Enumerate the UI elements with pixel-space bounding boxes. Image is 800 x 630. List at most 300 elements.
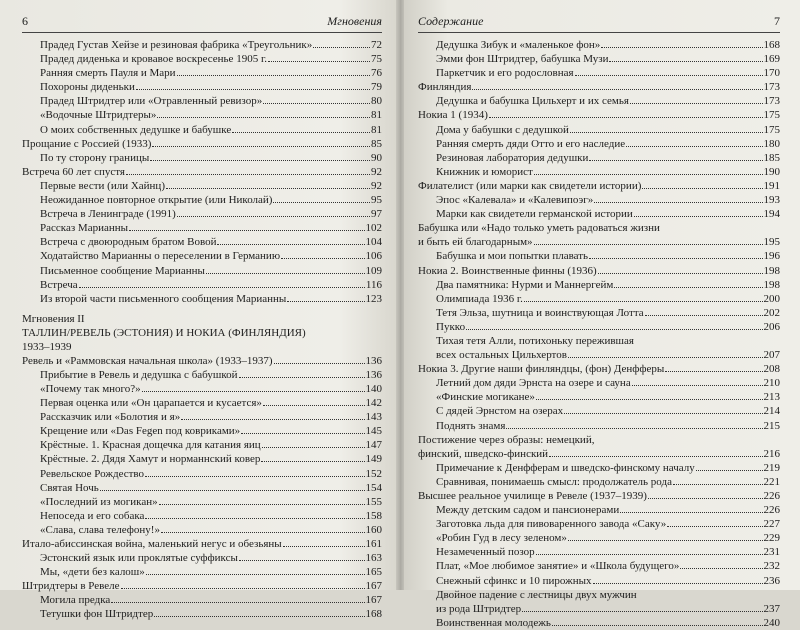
toc-entry — [418, 66, 780, 80]
toc-leader-dots — [589, 258, 762, 259]
toc-leader-dots — [273, 202, 370, 203]
toc-entry-title: Плат, «Мое любимое занятие» и «Школа будущего» — [436, 560, 680, 573]
toc-entry-title: Летний дом дяди Эрнста на озере и сауна — [436, 377, 631, 390]
right-page — [400, 0, 800, 629]
toc-entry-title: О моих собственных дедушке и бабушке — [40, 123, 232, 136]
toc-entry — [418, 348, 780, 362]
toc-leader-dots — [166, 188, 370, 189]
toc-entry-title: Книжник и юморист — [436, 165, 533, 178]
toc-entry — [22, 410, 382, 424]
toc-entry-page: 208 — [763, 363, 780, 376]
toc-entry — [418, 376, 780, 390]
toc-entry-page: 226 — [763, 504, 780, 517]
toc-entry-page: 191 — [763, 179, 780, 192]
toc-entry-title: Сравнивая, понимаешь смысл: продолжатель рода — [436, 475, 672, 488]
toc-entry — [418, 221, 780, 235]
toc-leader-dots — [177, 216, 370, 217]
toc-entry-page: 95 — [371, 194, 382, 207]
toc-leader-dots — [575, 75, 763, 76]
toc-leader-dots — [111, 602, 364, 603]
toc-leader-dots — [534, 174, 763, 175]
toc-entry-page: 200 — [763, 292, 780, 305]
toc-entry-page: 81 — [371, 123, 382, 136]
toc-entry-title: Олимпиада 1936 г. — [436, 292, 523, 305]
toc-entry — [418, 80, 780, 94]
toc-entry-page: 193 — [763, 194, 780, 207]
toc-leader-dots — [146, 574, 365, 575]
toc-leader-dots — [632, 385, 763, 386]
toc-entry — [22, 396, 382, 410]
toc-entry — [418, 419, 780, 433]
toc-leader-dots — [667, 526, 762, 527]
toc-entry-page: 81 — [371, 109, 382, 122]
section-label: Мгновения II — [22, 312, 85, 325]
toc-entry — [22, 193, 382, 207]
toc-entry-title: Эстонский язык или проклятые суффиксы — [40, 552, 238, 565]
toc-leader-dots — [145, 518, 364, 519]
toc-leader-dots — [589, 160, 762, 161]
toc-entry-title: «Водочные Штридтеры» — [40, 109, 157, 122]
toc-entry — [22, 551, 382, 565]
toc-entry-title: Прадед Густав Хейзе и резиновая фабрика «Треугольник» — [40, 39, 313, 51]
toc-entry — [418, 531, 780, 545]
toc-entry-title: из рода Штридтер — [436, 602, 522, 615]
right-toc — [418, 38, 780, 630]
toc-entry — [418, 278, 780, 292]
toc-entry-title: Могила предка — [40, 594, 111, 607]
toc-entry-title: Финляндия — [418, 81, 472, 94]
toc-entry — [22, 523, 382, 537]
toc-entry — [22, 264, 382, 278]
toc-entry-title: всех остальных Цильхертов — [436, 349, 567, 362]
toc-entry — [418, 292, 780, 306]
toc-leader-dots — [522, 611, 762, 612]
toc-entry — [418, 602, 780, 616]
toc-entry-page: 140 — [365, 382, 382, 395]
toc-entry — [22, 579, 382, 593]
toc-entry — [418, 179, 780, 193]
toc-entry-page: 149 — [365, 453, 382, 466]
toc-entry — [418, 193, 780, 207]
toc-entry-page: 109 — [365, 264, 382, 277]
toc-entry — [22, 151, 382, 165]
toc-entry-page: 173 — [763, 81, 780, 94]
toc-entry-title: Встреча — [40, 278, 78, 291]
toc-entry-title: Тихая тетя Алли, потихоньку пережившая — [436, 334, 634, 347]
toc-entry-page: 154 — [365, 481, 382, 494]
toc-entry-page: 214 — [763, 405, 780, 418]
toc-entry-title: Поднять знамя — [436, 419, 506, 432]
toc-entry-page: 194 — [763, 208, 780, 221]
toc-entry — [22, 495, 382, 509]
toc-entry-title: Снежный сфинкс и 10 пирожных — [436, 574, 592, 587]
toc-entry — [22, 94, 382, 108]
toc-leader-dots — [466, 329, 762, 330]
toc-entry-page: 213 — [763, 391, 780, 404]
toc-entry-title: «Финские могикане» — [436, 391, 535, 404]
toc-entry — [418, 249, 780, 263]
toc-entry-title: Дедушка Зибук и «маленькое фон» — [436, 39, 601, 51]
toc-entry — [22, 278, 382, 292]
toc-entry-title: Высшее реальное училище в Ревеле (1937–1939) — [418, 490, 647, 502]
toc-entry-title: Святая Ночь — [40, 481, 99, 494]
toc-entry — [418, 38, 780, 52]
toc-entry — [418, 503, 780, 517]
toc-leader-dots — [239, 377, 365, 378]
toc-entry-title: Резиновая лаборатория дедушки — [436, 151, 589, 164]
toc-entry — [418, 461, 780, 475]
toc-entry — [418, 334, 780, 348]
toc-entry-page: 136 — [365, 354, 382, 367]
toc-entry-title: Крёстные. 1. Красная дощечка для катания яиц — [40, 439, 261, 452]
toc-leader-dots — [506, 428, 762, 429]
toc-leader-dots — [696, 470, 763, 471]
toc-leader-dots — [593, 583, 763, 584]
toc-leader-dots — [614, 287, 762, 288]
toc-leader-dots — [274, 363, 365, 364]
toc-entry-title: Тетушки фон Штридтер — [40, 608, 154, 621]
toc-entry — [418, 108, 780, 122]
toc-leader-dots — [177, 75, 370, 76]
right-page-number: 7 — [774, 14, 780, 28]
toc-entry-page: 227 — [763, 518, 780, 531]
toc-entry-title: Тетя Эльза, шутница и воинствующая Лотта — [436, 306, 644, 319]
right-page-header — [418, 14, 780, 33]
toc-entry-page: 175 — [763, 123, 780, 136]
toc-entry-page: 226 — [763, 490, 780, 502]
toc-entry-page: 85 — [371, 137, 382, 150]
left-page-header — [22, 14, 382, 33]
toc-entry — [418, 306, 780, 320]
toc-entry-title: С дядей Эрнстом на озерах — [436, 405, 564, 418]
right-running-title: Содержание — [418, 14, 484, 28]
toc-leader-dots — [142, 391, 365, 392]
toc-leader-dots — [620, 512, 762, 513]
toc-leader-dots — [645, 315, 763, 316]
toc-entry-title: Постижение через образы: немецкий, — [418, 433, 595, 446]
section-header — [22, 312, 382, 354]
toc-leader-dots — [241, 433, 364, 434]
toc-entry-page: 206 — [763, 320, 780, 333]
toc-entry-title: Незамеченный позор — [436, 546, 535, 559]
toc-leader-dots — [313, 47, 370, 48]
toc-entry-page: 229 — [763, 532, 780, 545]
toc-entry — [22, 537, 382, 551]
section-years: 1933–1939 — [22, 340, 72, 353]
toc-entry-title: Два памятника: Нурми и Маннергейм — [436, 278, 614, 291]
toc-entry-page: 196 — [763, 250, 780, 263]
toc-entry-title: Прадед Штридтер или «Отравленный ревизор» — [40, 95, 263, 108]
toc-leader-dots — [121, 588, 365, 589]
toc-leader-dots — [152, 146, 370, 147]
toc-entry-page: 202 — [763, 306, 780, 319]
toc-entry-title: Прибытие в Ревель и дедушка с бабушкой — [40, 368, 238, 381]
toc-entry-page: 106 — [365, 250, 382, 263]
toc-leader-dots — [536, 399, 763, 400]
toc-entry — [418, 616, 780, 630]
toc-entry-page: 173 — [763, 95, 780, 108]
toc-entry — [418, 390, 780, 404]
toc-entry-title: Прадед диденька и кровавое воскресенье 1905 г. — [40, 53, 267, 66]
toc-entry-title: «Последний из могикан» — [40, 495, 158, 508]
toc-entry-page: 195 — [763, 236, 780, 249]
toc-leader-dots — [154, 616, 364, 617]
toc-leader-dots — [552, 625, 763, 626]
toc-entry — [418, 559, 780, 573]
toc-entry — [418, 320, 780, 334]
toc-entry-page: 165 — [365, 566, 382, 579]
toc-entry — [418, 362, 780, 376]
toc-entry-page: 167 — [365, 580, 382, 593]
toc-entry — [418, 165, 780, 179]
toc-entry — [418, 123, 780, 137]
toc-entry-page: 145 — [365, 425, 382, 438]
toc-entry-title: «Робин Гуд в лесу зеленом» — [436, 532, 567, 545]
toc-entry-title: Ревель и «Раммовская начальная школа» (1933–1937) — [22, 354, 273, 367]
toc-entry-page: 123 — [365, 292, 382, 305]
toc-entry-page: 240 — [763, 616, 780, 629]
toc-leader-dots — [524, 301, 763, 302]
toc-entry — [22, 452, 382, 466]
toc-leader-dots — [263, 103, 370, 104]
toc-entry-page: 160 — [365, 523, 382, 536]
toc-entry-title: Нокиа 3. Другие наши финляндцы, (фон) Денфферы — [418, 363, 665, 376]
toc-entry — [418, 489, 780, 503]
toc-leader-dots — [472, 89, 762, 90]
toc-entry-page: 90 — [371, 151, 382, 164]
toc-entry — [22, 424, 382, 438]
toc-leader-dots — [601, 47, 762, 48]
toc-entry-title: Дедушка и бабушка Цильхерт и их семья — [436, 95, 629, 108]
toc-entry-title: финский, шведско-финский — [418, 447, 549, 460]
toc-entry-title: Похороны диденьки — [40, 81, 135, 94]
toc-leader-dots — [680, 568, 762, 569]
toc-entry-page: 92 — [371, 165, 382, 178]
toc-entry-title: Рассказчик или «Болотия и я» — [40, 411, 181, 424]
toc-leader-dots — [283, 546, 365, 547]
toc-entry-page: 221 — [763, 475, 780, 488]
toc-entry-page: 185 — [763, 151, 780, 164]
toc-leader-dots — [648, 498, 763, 499]
toc-entry-title: Из второй части письменного сообщения Марианны — [40, 292, 287, 305]
toc-entry-title: Первые вести (или Хайнц) — [40, 179, 165, 192]
toc-leader-dots — [570, 132, 763, 133]
toc-entry-page: 167 — [365, 594, 382, 607]
left-page-number: 6 — [22, 14, 28, 28]
toc-entry-page: 175 — [763, 109, 780, 122]
toc-entry-title: Штридтеры в Ревеле — [22, 580, 120, 593]
toc-entry — [22, 593, 382, 607]
toc-leader-dots — [206, 273, 365, 274]
toc-entry — [418, 475, 780, 489]
toc-entry — [22, 207, 382, 221]
toc-entry-title: По ту сторону границы — [40, 151, 150, 164]
toc-entry-page: 207 — [763, 349, 780, 362]
toc-entry-page: 232 — [763, 560, 780, 573]
toc-entry-page: 168 — [763, 39, 780, 51]
toc-entry — [22, 80, 382, 94]
toc-entry-title: Нокиа 2. Воинственные финны (1936) — [418, 264, 597, 277]
toc-entry — [22, 108, 382, 122]
toc-entry — [22, 137, 382, 151]
toc-entry-title: Письменное сообщение Марианны — [40, 264, 205, 277]
toc-leader-dots — [489, 117, 763, 118]
toc-entry — [22, 509, 382, 523]
toc-leader-dots — [568, 540, 763, 541]
toc-leader-dots — [145, 476, 364, 477]
toc-entry-page: 80 — [371, 95, 382, 108]
toc-leader-dots — [263, 405, 365, 406]
toc-entry-page: 79 — [371, 81, 382, 94]
toc-entry-title: Рассказ Марианны — [40, 222, 129, 235]
toc-entry-title: Итало-абиссинская война, маленький негус и обезьяны — [22, 538, 282, 550]
toc-leader-dots — [665, 371, 762, 372]
toc-leader-dots — [159, 504, 365, 505]
toc-entry — [22, 292, 382, 306]
left-running-title: Мгновения — [327, 14, 382, 28]
toc-entry-title: «Почему так много?» — [40, 382, 141, 395]
toc-entry-title: Заготовка льда для пивоваренного завода «Саку» — [436, 518, 667, 531]
toc-entry-title: Воинственная молодежь — [436, 616, 551, 629]
toc-leader-dots — [609, 61, 762, 62]
toc-entry — [418, 94, 780, 108]
toc-entry-page: 97 — [371, 208, 382, 221]
toc-entry — [418, 447, 780, 461]
toc-entry-page: 136 — [365, 368, 382, 381]
toc-entry-page: 147 — [365, 439, 382, 452]
toc-leader-dots — [287, 301, 364, 302]
toc-leader-dots — [262, 447, 365, 448]
toc-entry-page: 210 — [763, 377, 780, 390]
left-toc-part1 — [22, 38, 382, 306]
toc-entry-title: Нокиа 1 (1934) — [418, 109, 488, 122]
toc-entry — [22, 481, 382, 495]
toc-entry — [418, 137, 780, 151]
toc-leader-dots — [181, 419, 364, 420]
toc-entry-title: Ревельское Рождество — [40, 467, 145, 480]
toc-entry-page: 190 — [763, 165, 780, 178]
toc-leader-dots — [281, 258, 364, 259]
toc-entry-page: 104 — [365, 236, 382, 249]
toc-entry — [22, 354, 382, 368]
toc-entry-page: 155 — [365, 495, 382, 508]
toc-entry — [418, 207, 780, 221]
toc-leader-dots — [626, 146, 762, 147]
toc-entry — [22, 123, 382, 137]
book-gutter — [396, 0, 404, 590]
toc-entry — [22, 221, 382, 235]
toc-leader-dots — [126, 174, 370, 175]
toc-entry-page: 161 — [365, 538, 382, 550]
toc-leader-dots — [564, 413, 762, 414]
toc-entry-title: Ранняя смерть Пауля и Мари — [40, 67, 176, 80]
toc-leader-dots — [261, 461, 364, 462]
left-toc-part2 — [22, 354, 382, 622]
toc-entry-page: 215 — [763, 419, 780, 432]
toc-entry — [418, 151, 780, 165]
toc-entry-title: Между детским садом и пансионерами — [436, 504, 620, 517]
toc-entry-page: 158 — [365, 509, 382, 522]
toc-entry-title: Крёстные. 2. Дядя Хамут и норманнский ковер — [40, 453, 261, 466]
toc-entry — [418, 517, 780, 531]
toc-entry-title: Бабушка и мои попытки плавать — [436, 250, 589, 263]
toc-entry — [22, 607, 382, 621]
toc-entry-title: Марки как свидетели германской истории — [436, 208, 633, 221]
toc-entry-page: 198 — [763, 278, 780, 291]
toc-entry-title: Дома у бабушки с дедушкой — [436, 123, 569, 136]
toc-leader-dots — [598, 273, 763, 274]
toc-leader-dots — [129, 230, 364, 231]
toc-entry-page: 180 — [763, 137, 780, 150]
toc-entry-title: Примечание к Денфферам и шведско-финскому началу — [436, 461, 695, 474]
toc-entry-title: Непоседа и его собака — [40, 509, 145, 522]
toc-entry-title: Прощание с Россией (1933) — [22, 137, 152, 150]
toc-entry-title: Филателист (или марки как свидетели истории) — [418, 179, 642, 192]
toc-entry-title: Ранняя смерть дяди Отто и его наследие — [436, 137, 626, 150]
toc-leader-dots — [232, 132, 370, 133]
toc-entry — [418, 545, 780, 559]
toc-entry-page: 116 — [365, 278, 382, 291]
toc-entry-page: 76 — [371, 67, 382, 80]
toc-entry-title: Эпос «Калевала» и «Калевипоэг» — [436, 194, 594, 207]
toc-entry-title: и быть ей благодарным» — [418, 236, 533, 249]
toc-entry-page: 102 — [365, 222, 382, 235]
toc-leader-dots — [79, 287, 365, 288]
toc-leader-dots — [673, 484, 763, 485]
toc-entry-page: 168 — [365, 608, 382, 621]
toc-leader-dots — [534, 244, 763, 245]
toc-entry-page: 198 — [763, 264, 780, 277]
toc-entry-title: Первая оценка или «Он царапается и кусается» — [40, 397, 262, 410]
toc-entry — [22, 235, 382, 249]
toc-entry-page: 75 — [371, 53, 382, 66]
toc-leader-dots — [630, 103, 763, 104]
toc-entry-title: Паркетчик и его родословная — [436, 67, 574, 80]
toc-entry — [418, 235, 780, 249]
toc-entry — [418, 264, 780, 278]
toc-entry — [418, 404, 780, 418]
toc-entry — [22, 467, 382, 481]
section-title: ТАЛЛИН/РЕВЕЛЬ (ЭСТОНИЯ) И НОКИА (ФИНЛЯНДИЯ) — [22, 326, 306, 339]
toc-entry — [22, 66, 382, 80]
toc-entry-page: 237 — [763, 602, 780, 615]
toc-entry — [22, 382, 382, 396]
toc-entry-page: 143 — [365, 411, 382, 424]
toc-entry-page: 72 — [371, 39, 382, 51]
toc-entry — [22, 249, 382, 263]
toc-entry-title: Неожиданное повторное открытие (или Николай) — [40, 194, 273, 207]
toc-entry-title: Мы, «дети без калош» — [40, 566, 145, 579]
toc-entry — [418, 433, 780, 447]
toc-entry — [22, 368, 382, 382]
toc-entry — [418, 52, 780, 66]
toc-entry — [22, 179, 382, 193]
toc-entry-page: 92 — [371, 179, 382, 192]
toc-leader-dots — [642, 188, 762, 189]
toc-entry-page: 216 — [763, 447, 780, 460]
toc-leader-dots — [568, 357, 763, 358]
toc-entry-page: 170 — [763, 67, 780, 80]
toc-entry-title: Бабушка или «Надо только уметь радоваться жизни — [418, 222, 660, 235]
toc-leader-dots — [634, 216, 763, 217]
toc-leader-dots — [536, 554, 763, 555]
toc-entry-page: 236 — [763, 574, 780, 587]
toc-entry — [22, 565, 382, 579]
toc-entry — [22, 438, 382, 452]
toc-entry-title: Пукко — [436, 320, 466, 333]
toc-entry — [22, 52, 382, 66]
toc-leader-dots — [217, 244, 364, 245]
